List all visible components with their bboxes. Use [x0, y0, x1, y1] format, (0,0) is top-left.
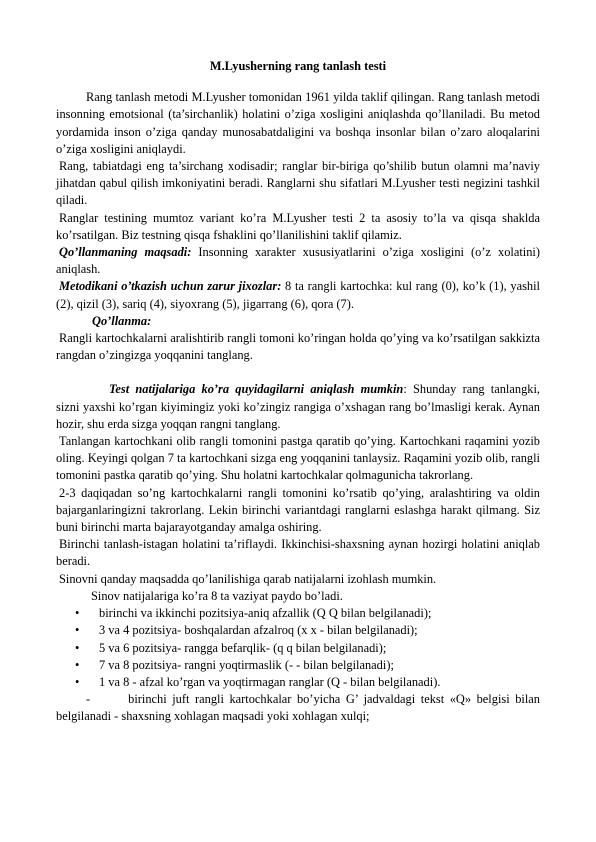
paragraph-repeat: 2-3 daqiqadan so’ng kartochkalarni rangli tomonini ko’rsatib qo’ying, aralashtiring va oldin bajarganlaringizni takrorlang. Lekin birinchi variantdagi ranglarni eslashga harakt qilmang. Siz buni birinchi marta bajarayotganday amalga oshiring.: [56, 485, 540, 535]
dash-text: birinchi juft rangli kartochkalar bo’yicha G’ jadvaldagi tekst «Q» belgisi bilan belgilanadi - shaxsning xohlagan maqsadi yoki xohlagan xulqi;: [56, 692, 540, 724]
paragraph-results: [56, 381, 540, 433]
results-text: : Shunday rang tanlangki, sizni yaxshi ko’rgan kiyimingiz yoki ko’zingiz rangiga o’xshagan rang bo’lmasligi kerak. Aynan hozir, shu erda sizga yoqqan rangni tanglang.: [56, 382, 540, 431]
list-item: • 5 va 6 pozitsiya- rangga befarqlik- (q q bilan belgilanadi);: [56, 640, 540, 657]
dash-icon: -: [86, 692, 91, 707]
paragraph-equipment: [56, 278, 540, 312]
list-item: • 1 va 8 - afzal ko’rgan va yoqtirmagan ranglar (Q - bilan belgilanadi).: [56, 674, 540, 691]
paragraph-situations: Sinov natijalariga ko’ra 8 ta vaziyat paydo bo’ladi.: [91, 588, 343, 603]
document-title: M.Lyusherning rang tanlash testi: [209, 59, 387, 73]
situations-list: [56, 605, 540, 691]
list-item: • 7 va 8 pozitsiya- rangni yoqtirmaslik (- - bilan belgilanadi);: [56, 657, 540, 674]
equipment-text: 8 ta rangli kartochka: kul rang (0), ko’k (1), yashil (2), qizil (3), sariq (4), siyoxrang (5), jigarrang (6), qora (7).: [56, 279, 540, 311]
bullet-icon: •: [75, 640, 80, 655]
paragraph-interpretation: Birinchi tanlash-istagan holatini ta’riflaydi. Ikkinchisi-shaxsning aynan hozirgi holatini aniqlab beradi.: [56, 537, 540, 569]
bullet-icon: •: [75, 674, 80, 689]
paragraph-purpose: [56, 244, 540, 278]
document-page: [56, 58, 540, 726]
bullet-icon: •: [75, 657, 80, 672]
list-item: • 3 va 4 pozitsiya- boshqalardan afzalroq (x x - bilan belgilanadi);: [56, 622, 540, 639]
paragraph-dash-item: [56, 691, 540, 725]
paragraph-procedure: Tanlangan kartochkani olib rangli tomonini pastga qaratib qo’ying. Kartochkani raqamini yozib oling. Keyingi qolgan 7 ta kartochkani sizga eng yoqqanini tanlaysiz. Raqamini yozib olib, rangli tomonini pastka qaratib qo’ying. Shu holatni kartochkalar qolmagunicha takrorlang.: [56, 434, 540, 483]
bullet-icon: •: [75, 606, 80, 621]
paragraph-color-nature: Rang, tabiatdagi eng ta’sirchang xodisadir; ranglar bir-biriga qo’shilib butun olamni ma’naviy jihatdan qabul qilish imkoniyatini beradi. Ranglarni shu sifatlari M.Lyusher testi negizini tashkil qiladi.: [56, 159, 540, 208]
paragraph-test-variants: Ranglar testining mumtoz variant ko’ra M.Lyusher testi 2 ta asosiy to’la va qisqa shaklda ko’rsatilgan. Biz testning qisqa fshaklini qo’llanilishini taklif qilamiz.: [56, 210, 540, 242]
equipment-label: Metodikani o’tkazish uchun zarur jixozlar:: [59, 279, 282, 294]
list-item: • birinchi va ikkinchi pozitsiya-aniq afzallik (Q Q bilan belgilanadi);: [56, 605, 540, 622]
paragraph-purpose-results: Sinovni qanday maqsadda qo’lanilishiga qarab natijalarni izohlash mumkin.: [59, 571, 437, 586]
purpose-label: Qo’llanmaning maqsadi:: [59, 245, 192, 260]
bullet-icon: •: [75, 623, 80, 638]
paragraph-intro: Rang tanlash metodi M.Lyusher tomonidan 1961 yilda taklif qilingan. Rang tanlash metodi insonning emotsional (ta’sirchanlik) holatini o’ziga xosligini aniqlashda qo’llaniladi. Bu metod yordamida inson o’ziga qanday munosabatdaligini va boshqa insonlar bilan o’zaro aloqalarini o’ziga xosligini aniqlaydi.: [56, 90, 540, 156]
instruction-heading: Qo’llanma:: [92, 313, 152, 328]
results-label: Test natijalariga ko’ra quyidagilarni aniqlash mumkin: [109, 382, 404, 397]
purpose-text: Insonning xarakter xususiyatlarini o’ziga xosligini (o’z xolatini) aniqlash.: [56, 245, 540, 277]
paragraph-instruction: Rangli kartochkalarni aralishtirib rangli tomoni ko’ringan holda qo’ying va ko’rsatilgan sakkizta rangdan o’zingizga yoqqanini tanglang.: [56, 331, 540, 363]
